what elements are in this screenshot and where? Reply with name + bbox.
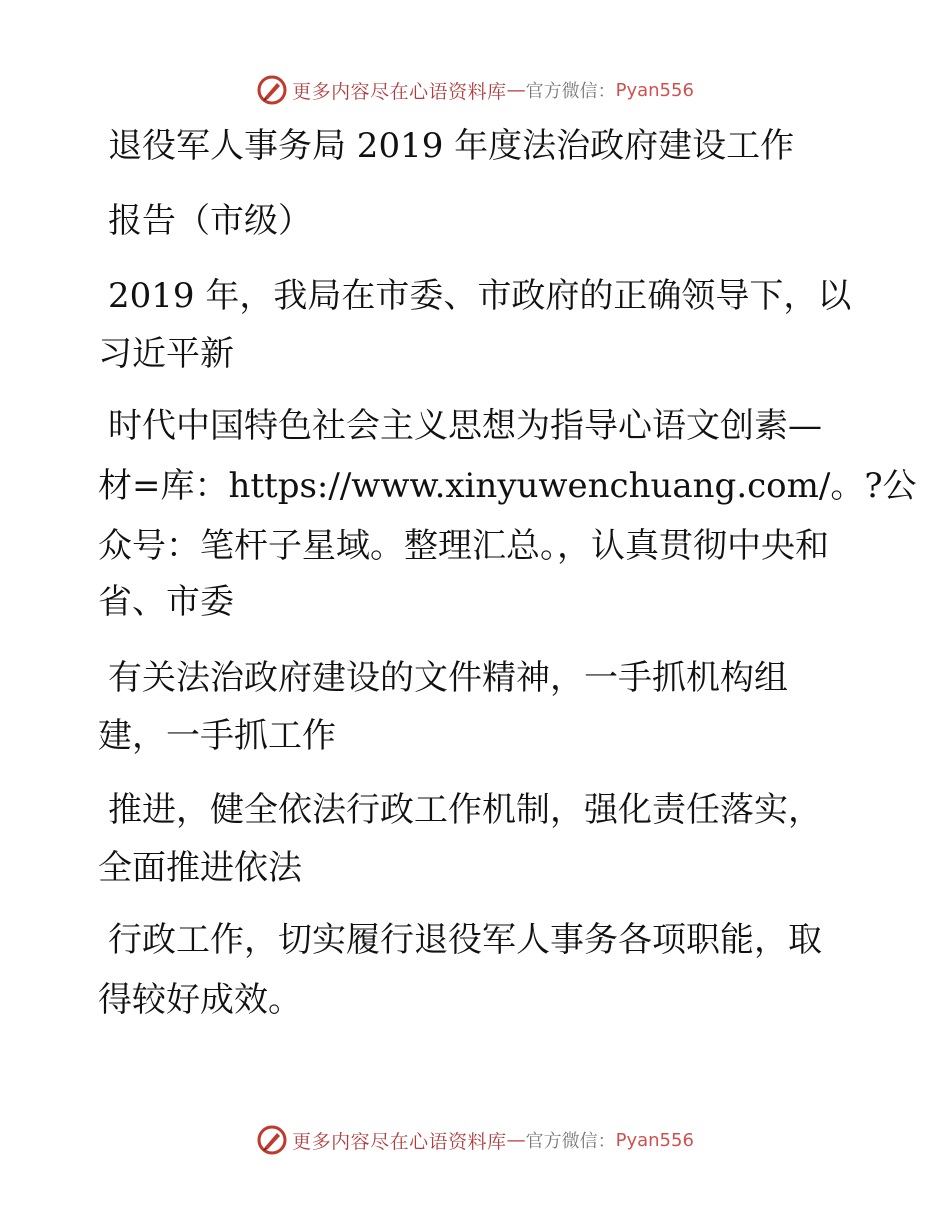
watermark-label: 官方微信： [525,81,616,102]
watermark-text: 更多内容尽在心语资料库 [292,1130,507,1153]
paragraph-line: 行政工作，切实履行退役军人事务各项职能，取 [108,920,822,960]
watermark-wechat-id: Pyan556 [615,79,694,101]
paragraph-line: 材=库：https://www.xinyuwenchuang.com/。?公 [98,466,917,506]
document-title-line-1: 退役军人事务局 2019 年度法治政府建设工作 [108,126,795,166]
paragraph-line: 建，一手抓工作 [98,716,336,756]
paragraph-line: 推进，健全依法行政工作机制，强化责任落实， [108,790,822,830]
watermark-separator: — [506,1129,526,1151]
paragraph-line: 有关法治政府建设的文件精神，一手抓机构组 [108,658,788,698]
document-title-line-2: 报告（市级） [108,201,312,241]
paragraph-line: 众号：笔杆子星域。整理汇总。，认真贯彻中央和 [98,526,829,566]
watermark-text: 更多内容尽在心语资料库 [292,80,507,103]
pen-logo-icon [256,1124,288,1156]
watermark-banner-bottom [0,1122,950,1158]
paragraph-line: 2019 年，我局在市委、市政府的正确领导下，以 [108,276,852,316]
watermark-label: 官方微信： [525,1131,616,1152]
pen-logo-icon [256,74,288,106]
paragraph-line: 时代中国特色社会主义思想为指导心语文创素— [108,406,822,446]
paragraph-line: 得较好成效。 [98,980,302,1020]
paragraph-line: 省、市委 [98,582,234,622]
paragraph-line: 习近平新 [98,334,234,374]
watermark-wechat-id: Pyan556 [615,1129,694,1151]
watermark-separator: — [506,79,526,101]
paragraph-line: 全面推进依法 [98,848,302,888]
watermark-banner-top [0,72,950,108]
